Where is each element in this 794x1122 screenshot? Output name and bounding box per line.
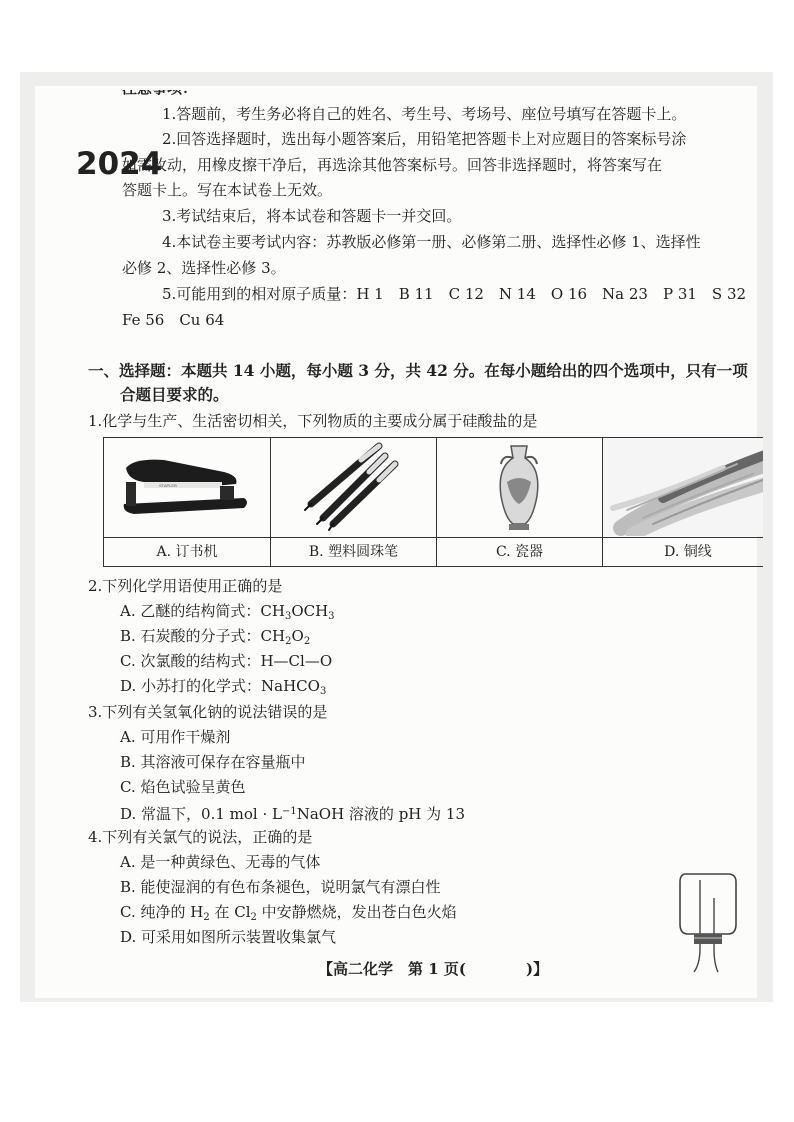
section1-line-2: 合题目要求的。	[120, 385, 229, 404]
gas-collection-apparatus-diagram	[672, 868, 748, 982]
q3-stem: 3.下列有关氢氧化钠的说法错误的是	[88, 703, 328, 721]
svg-text:STAPLER: STAPLER	[159, 483, 177, 488]
porcelain-vase-image	[437, 438, 602, 538]
notice-line-9: Fe 56 Cu 64	[122, 311, 225, 329]
year-overlay: 2024	[76, 146, 163, 182]
q2-option-a: A. 乙醚的结构简式：$CH_3OCH_3$	[120, 602, 335, 622]
notice-line-2: 2.回答选择题时，选出每小题答案后，用铅笔把答题卡上对应题目的答案标号涂	[162, 130, 687, 148]
q4-option-c: C. 纯净的 $H_2$ 在 $Cl_2$ 中安静燃烧，发出苍白色火焰	[120, 903, 457, 923]
notice-line-8: 5.可能用到的相对原子质量：H 1 B 11 C 12 N 14 O 16 Na 23 P 31 S 32	[162, 285, 747, 303]
q2-option-d: D. 小苏打的化学式：NaHCO$_3$	[120, 677, 327, 697]
q4-option-d: D. 可采用如图所示装置收集氯气	[120, 928, 337, 946]
q2-option-c: C. 次氯酸的结构式：H—Cl—O	[120, 652, 333, 670]
q3-option-b: B. 其溶液可保存在容量瓶中	[120, 753, 306, 771]
q2-option-b: B. 石炭酸的分子式：$CH_2O_2$	[120, 627, 311, 647]
page-footer: 【高二化学 第 1 页( )】	[318, 960, 549, 978]
q1-caption-a: A. 订书机	[156, 544, 218, 560]
q1-cell-b	[271, 438, 437, 566]
q1-cell-a	[104, 438, 271, 566]
q4-stem: 4.下列有关氯气的说法，正确的是	[88, 828, 313, 846]
q1-stem: 1.化学与生产、生活密切相关，下列物质的主要成分属于硅酸盐的是	[88, 412, 538, 430]
stapler-image	[104, 438, 270, 538]
q4-option-b: B. 能使湿润的有色布条褪色，说明氯气有漂白性	[120, 878, 441, 896]
notice-line-7: 必修 2、选择性必修 3。	[122, 259, 286, 277]
q3-option-c: C. 焰色试验呈黄色	[120, 778, 246, 796]
q1-cell-c	[437, 438, 603, 566]
q2-stem: 2.下列化学用语使用正确的是	[88, 577, 283, 595]
q3-option-a: A. 可用作干燥剂	[120, 728, 231, 746]
notice-line-5: 3.考试结束后，将本试卷和答题卡一并交回。	[162, 207, 462, 225]
q3-option-d: D. 常温下，0.1 mol · $L^{-1}NaOH$ 溶液的 pH 为 13	[120, 805, 466, 823]
section1-line-1: 一、选择题：本题共 14 小题，每小题 3 分，共 42 分。在每小题给出的四个选项中，只有一项	[88, 361, 748, 380]
pens-image	[271, 438, 436, 538]
notice-line-3: 如需改动，用橡皮擦干净后，再选涂其他答案标号。回答非选择题时，将答案写在	[122, 156, 663, 174]
q1-cell-d	[603, 438, 763, 566]
notice-line-1: 1.答题前，考生务必将自己的姓名、考生号、考场号、座位号填写在答题卡上。	[162, 105, 687, 123]
notice-line-6: 4.本试卷主要考试内容：苏教版必修第一册、必修第二册、选择性必修 1、选择性	[162, 233, 701, 251]
q1-caption-b: B. 塑料圆珠笔	[308, 544, 399, 560]
notice-line-4: 答题卡上。写在本试卷上无效。	[122, 181, 333, 199]
q1-caption-c: C. 瓷器	[495, 544, 544, 560]
q1-image-table	[103, 437, 763, 567]
q4-option-a: A. 是一种黄绿色、无毒的气体	[120, 853, 321, 871]
copper-wire-image	[603, 438, 763, 538]
q1-caption-d: D. 铜线	[664, 544, 712, 560]
